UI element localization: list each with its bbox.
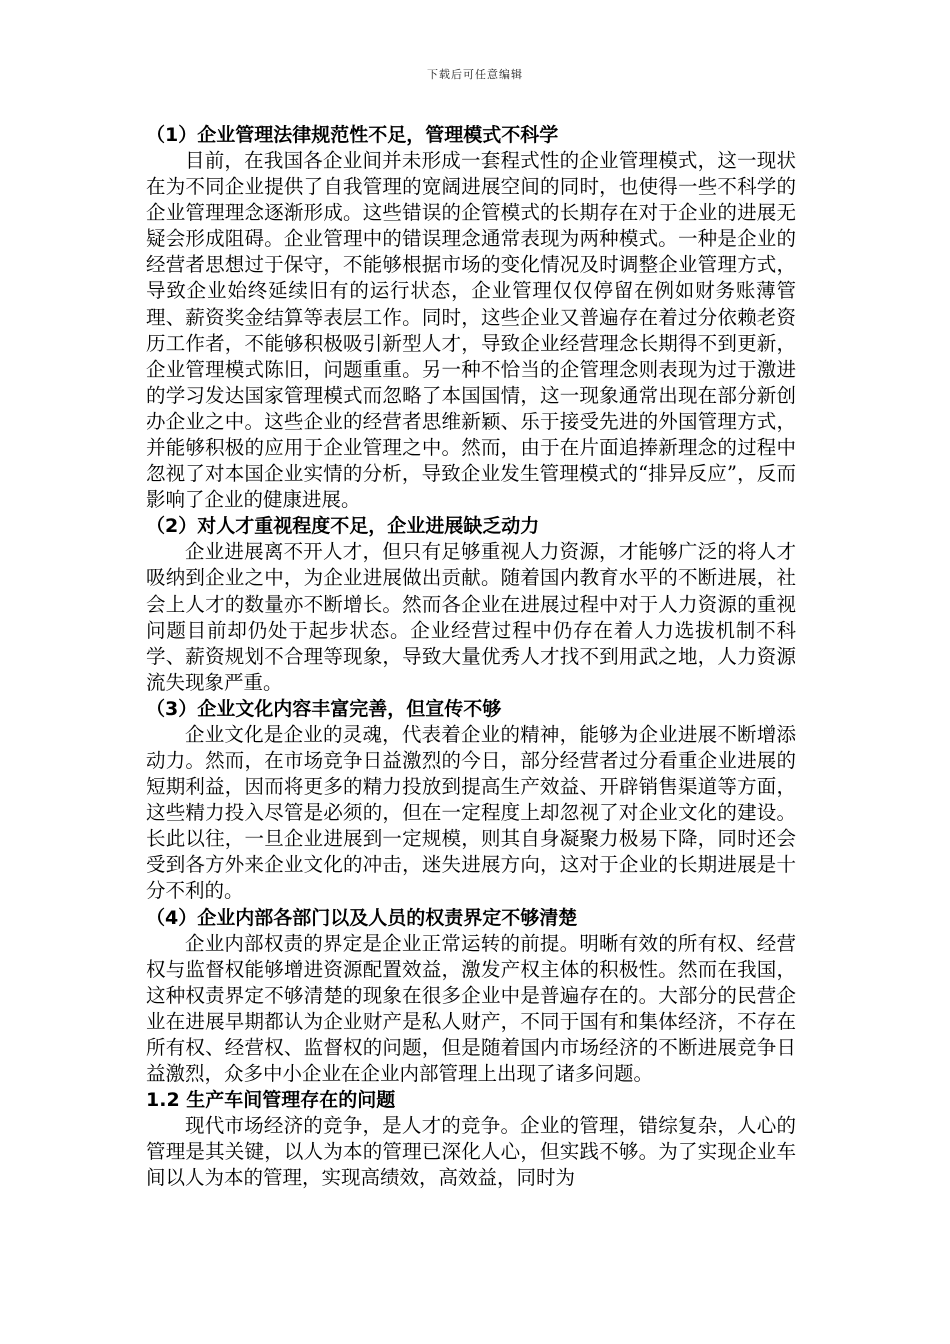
section-paragraph: 企业内部权责的界定是企业正常运转的前提。明晰有效的所有权、经营权与监督权能够增进资源配置效益，激发产权主体的积极性。然而在我国，这种权责界定不够清楚的现象在很多企业中是普遍存在的。大部分的民营企业在进展早期都认为企业财产是私人财产，不同于国有和集体经济，不存在所有权、经营权、监督权的问题，但是随着国内市场经济的不断进展竞争日益激烈，众多中小企业在企业内部管理上出现了诸多问题。 xyxy=(146,931,796,1085)
section-heading: （1）企业管理法律规范性不足，管理模式不科学 xyxy=(146,124,559,146)
document-body xyxy=(146,122,796,1191)
section-paragraph: 企业文化是企业的灵魂，代表着企业的精神，能够为企业进展不断增添动力。然而，在市场竞争日益激烈的今日，部分经营者过分看重企业进展的短期利益，因而将更多的精力投放到提高生产效益、开辟销售渠道等方面，这些精力投入尽管是必须的，但在一定程度上却忽视了对企业文化的建设。长此以往，一旦企业进展到一定规模，则其自身凝聚力极易下降，同时还会受到各方外来企业文化的冲击，迷失进展方向，这对于企业的长期进展是十分不利的。 xyxy=(146,722,796,903)
subsection-heading: 1.2 生产车间管理存在的问题 xyxy=(146,1089,396,1112)
section-paragraph: 现代市场经济的竞争，是人才的竞争。企业的管理，错综复杂，人心的管理是其关键，以人为本的管理已深化人心，但实践不够。为了实现企业车间以人为本的管理，实现高绩效，高效益，同时为 xyxy=(146,1114,796,1190)
page-header: 下载后可任意编辑 xyxy=(427,68,523,81)
section-heading: （2）对人才重视程度不足，企业进展缺乏动力 xyxy=(146,515,540,538)
section-paragraph: 企业进展离不开人才，但只有足够重视人力资源，才能够广泛的将人才吸纳到企业之中，为企业进展做出贡献。随着国内教育水平的不断进展，社会上人才的数量亦不断增长。然而各企业在进展过程中对于人力资源的重视问题目前却仍处于起步状态。企业经营过程中仍存在着人力选拔机制不科学、薪资规划不合理等现象，导致大量优秀人才找不到用武之地，人力资源流失现象严重。 xyxy=(146,540,796,694)
section-heading: （3）企业文化内容丰富完善，但宣传不够 xyxy=(146,697,502,720)
section-heading: （4）企业内部各部门以及人员的权责界定不够清楚 xyxy=(146,906,578,929)
section-paragraph: 目前，在我国各企业间并未形成一套程式性的企业管理模式，这一现状在为不同企业提供了自我管理的宽阔进展空间的同时，也使得一些不科学的企业管理理念逐渐形成。这些错误的企管模式的长期存在对于企业的进展无疑会形成阻碍。企业管理中的错误理念通常表现为两种模式。一种是企业的经营者思想过于保守，不能够根据市场的变化情况及时调整企业管理方式，导致企业始终延续旧有的运行状态，企业管理仅仅停留在例如财务账薄管理、薪资奖金结算等表层工作。同时，这些企业又普遍存在着过分依赖老资历工作者，不能够积极吸引新型人才，导致企业经营理念长期得不到更新，企业管理模式陈旧，问题重重。另一种不恰当的企管理念则表现为过于激进的学习发达国家管理模式而忽略了本国国情，这一现象通常出现在部分新创办企业之中。这些企业的经营者思维新颖、乐于接受先进的外国管理方式，并能够积极的应用于企业管理之中。然而，由于在片面追捧新理念的过程中忽视了对本国企业实情的分析，导致企业发生管理模式的“排异反应”，反而影响了企业的健康进展。 xyxy=(146,149,796,512)
